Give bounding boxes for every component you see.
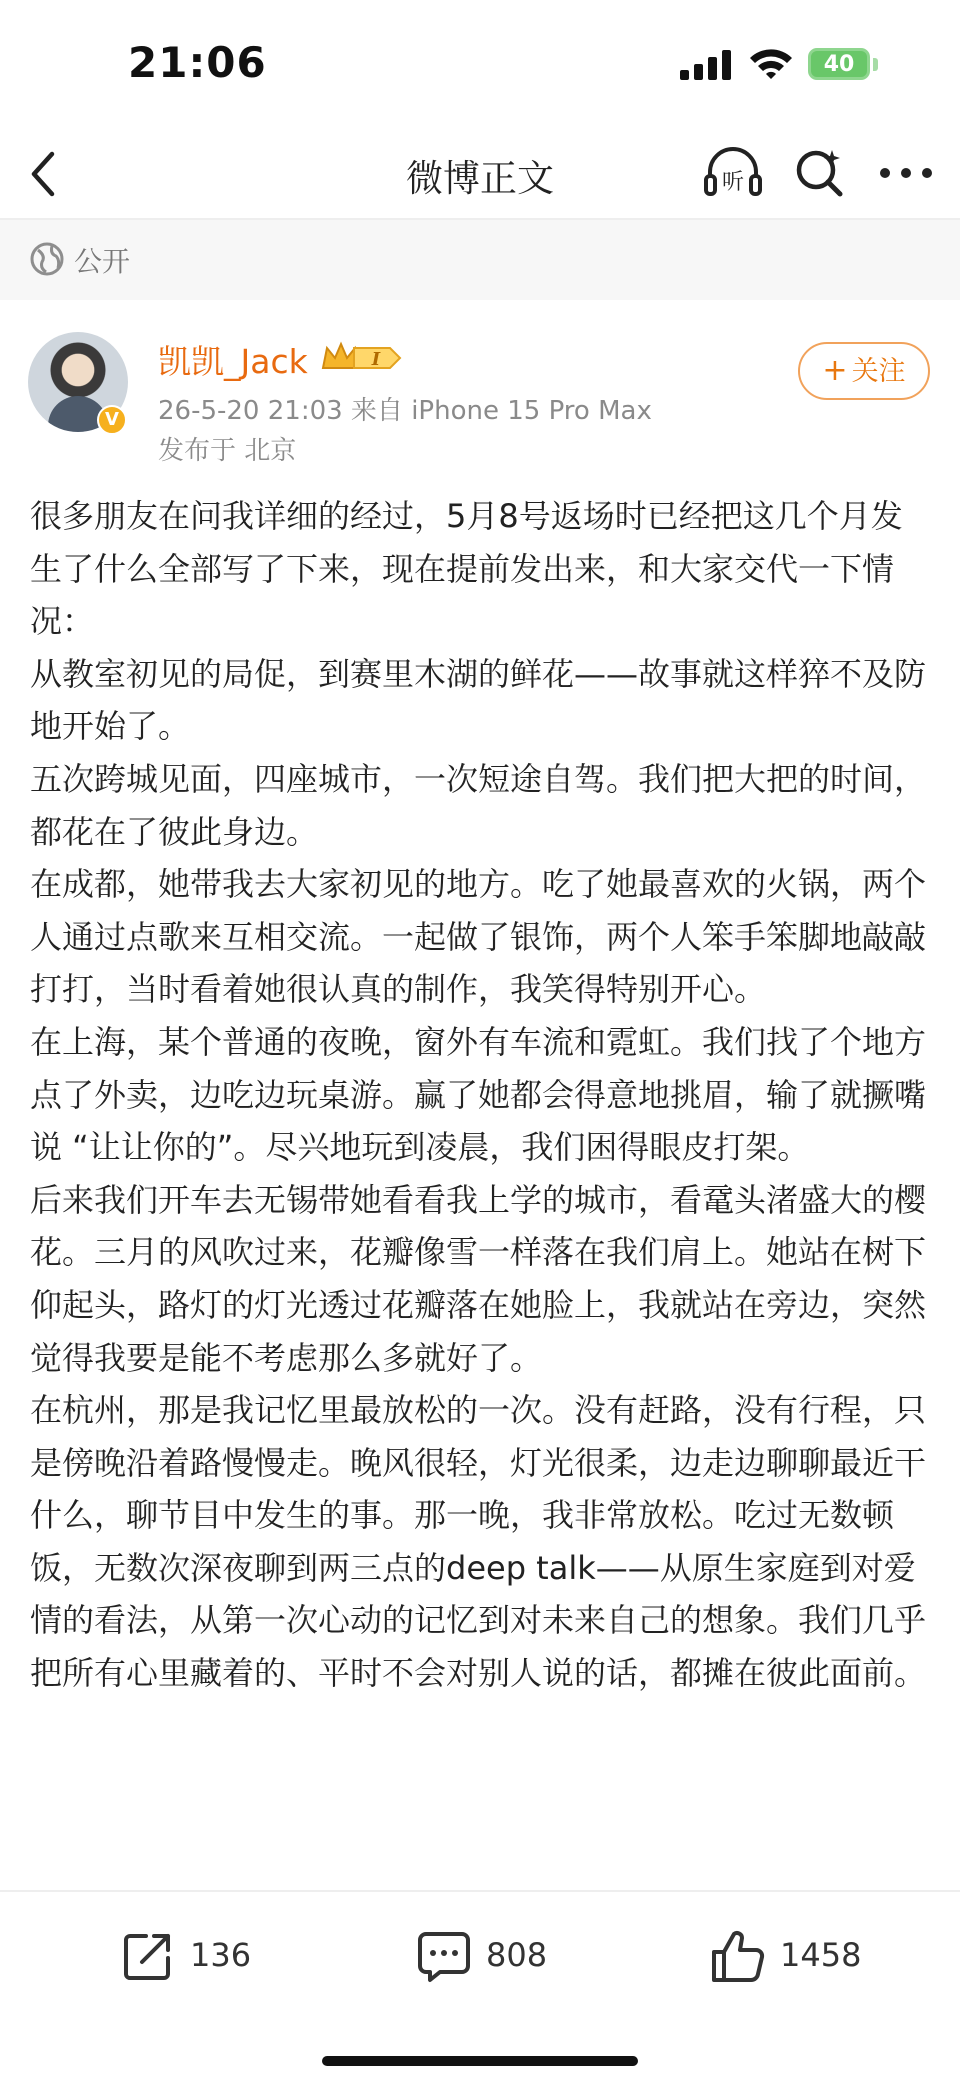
battery-cap [873, 58, 878, 71]
home-indicator[interactable] [322, 2056, 638, 2066]
listen-icon[interactable] [702, 144, 764, 202]
vip-level: I [371, 349, 381, 370]
globe-icon [30, 242, 64, 276]
repost-icon [120, 1928, 176, 1984]
post-meta: 26-5-20 21:03 来自 iPhone 15 Pro Max [158, 396, 652, 426]
post-paragraph: 从教室初见的局促，到赛里木湖的鲜花——故事就这样猝不及防地开始了。 [30, 654, 927, 746]
like-icon [710, 1928, 766, 1984]
post-body [30, 490, 930, 1700]
action-toolbar [0, 1890, 960, 2012]
back-icon[interactable] [22, 146, 62, 202]
status-bar [0, 0, 960, 130]
battery-level: 40 [823, 52, 855, 77]
post-paragraph: 在杭州，那是我记忆里最放松的一次。没有赶路，没有行程，只是傍晚沿着路慢慢走。晚风很轻，灯光很柔，边走边聊聊最近干什么，聊节目中发生的事。那一晚，我非常放松。吃过无数顿饭，无数次深夜聊到两三点的deep talk——从原生家庭到对爱情的看法，从第一次心动的记忆到对未来自己的想象。我们几乎把所有心里藏着的、平时不会对别人说的话，都摊在彼此面前。 [30, 1391, 927, 1693]
repost-count: 136 [190, 1936, 252, 1974]
listen-label: 听 [721, 170, 745, 195]
nav-bar [0, 130, 960, 220]
post-location: 发布于 北京 [158, 436, 297, 466]
comment-count: 808 [486, 1936, 548, 1974]
post-paragraph: 五次跨城见面，四座城市，一次短途自驾。我们把大把的时间，都花在了彼此身边。 [30, 759, 927, 851]
post-paragraph: 在上海，某个普通的夜晚，窗外有车流和霓虹。我们找了个地方点了外卖，边吃边玩桌游。赢了她都会得意地挑眉，输了就撅嘴说 “让让你的”。尽兴地玩到凌晨，我们困得眼皮打架。 [30, 1022, 927, 1167]
follow-button[interactable] [798, 342, 930, 400]
post-paragraph: 在成都，她带我去大家初见的地方。吃了她最喜欢的火锅，两个人通过点歌来互相交流。一起做了银饰，两个人笨手笨脚地敲敲打打，当时看着她很认真的制作，我笑得特别开心。 [30, 865, 927, 1009]
crown-icon[interactable] [320, 340, 402, 376]
follow-plus: + [822, 353, 848, 388]
author-name[interactable]: 凯凯_Jack [158, 342, 308, 381]
post-paragraph: 很多朋友在问我详细的经过，5月8号返场时已经把这几个月发生了什么全部写了下来，现在提前发出来，和大家交代一下情况： [30, 497, 903, 641]
verified-badge [97, 405, 127, 435]
wifi-icon [748, 46, 794, 80]
post-paragraph: 后来我们开车去无锡带她看看我上学的城市，看鼋头渚盛大的樱花。三月的风吹过来，花瓣像雪一样落在我们肩上。她站在树下仰起头，路灯的灯光透过花瓣落在她脸上，我就站在旁边，突然觉得我要是能不考虑那么多就好了。 [30, 1180, 927, 1377]
comment-icon [416, 1928, 472, 1984]
status-time: 21:06 [128, 38, 267, 87]
verified-badge-label: V [105, 409, 119, 430]
author-header [0, 300, 960, 470]
search-icon[interactable] [794, 144, 846, 200]
visibility-label: 公开 [74, 245, 131, 278]
more-icon[interactable] [878, 166, 934, 180]
visibility-row [0, 220, 960, 300]
battery-icon [808, 48, 870, 80]
like-count: 1458 [780, 1936, 862, 1974]
follow-label: 关注 [851, 356, 906, 387]
page-title: 微博正文 [406, 157, 554, 200]
signal-icon [680, 50, 734, 80]
